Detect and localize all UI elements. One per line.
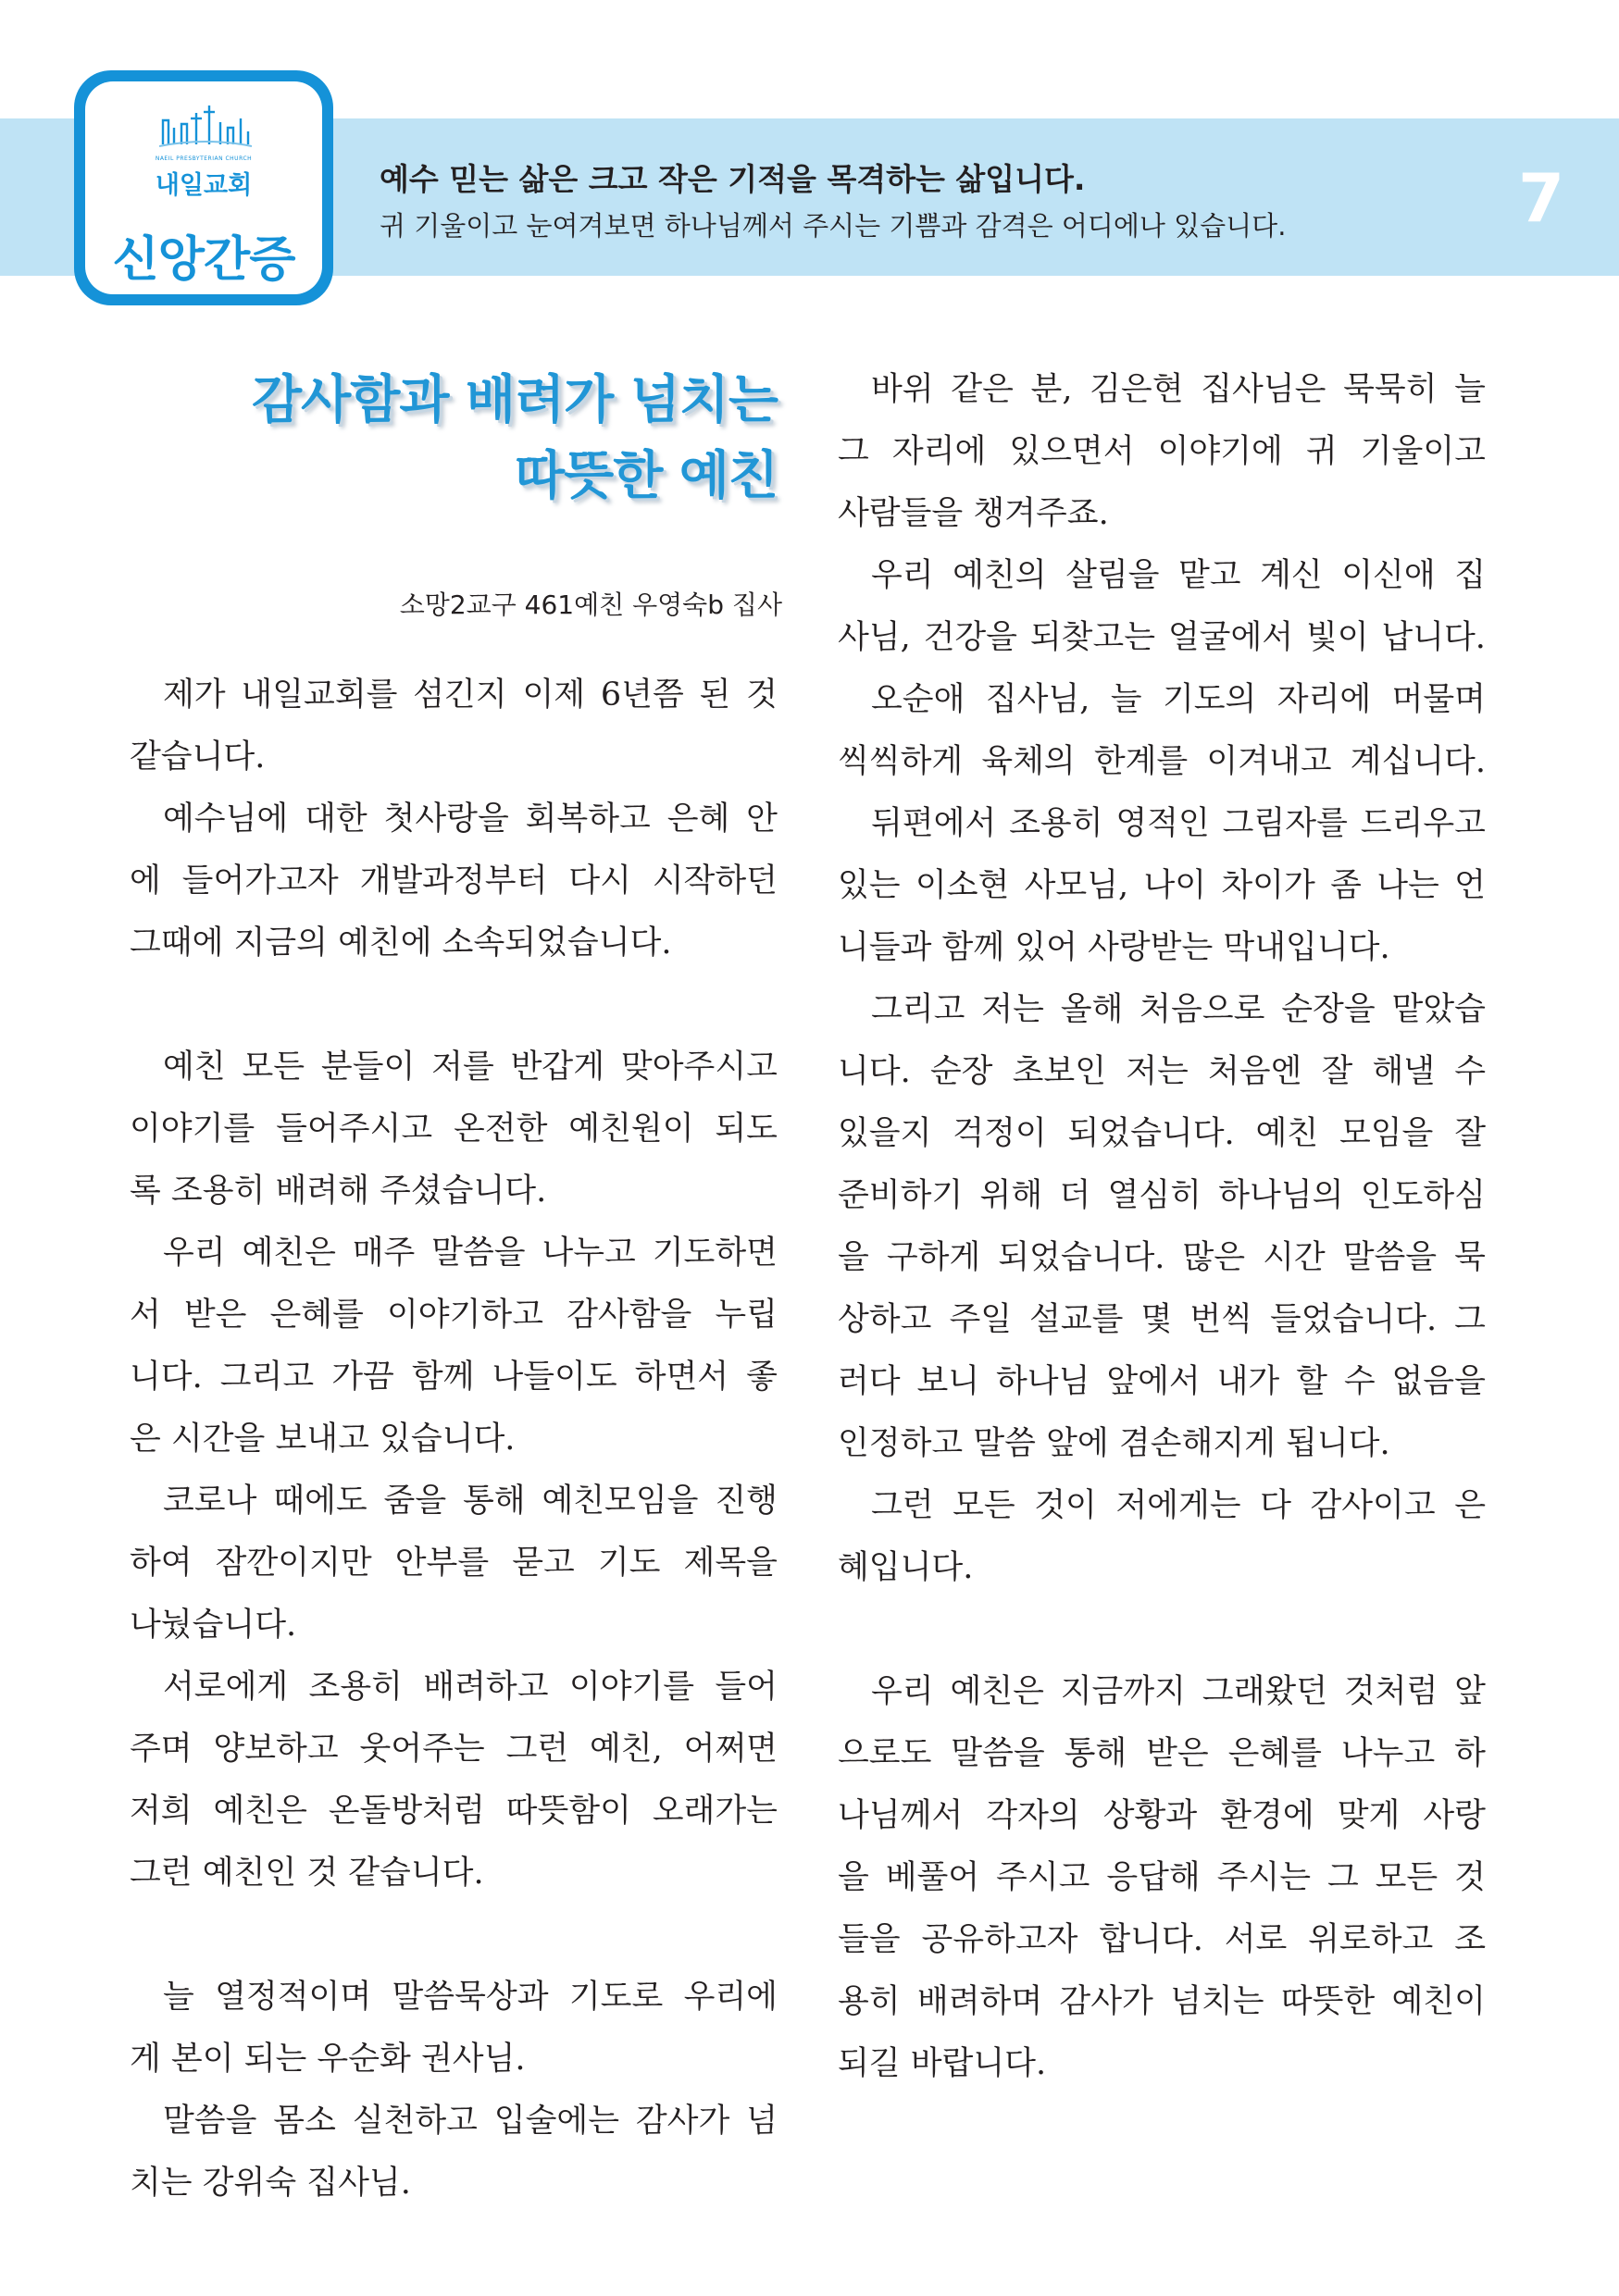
logo-inner [85, 81, 322, 294]
text-line: 그때에 지금의 예친에 소속되었습니다. [130, 925, 672, 962]
paragraph-gap [130, 974, 778, 1036]
paragraph-gap [130, 1905, 778, 1967]
text-line: 예수님에 대한 첫사랑을 회복하고 은혜 안 [163, 800, 778, 838]
text-line: 하여 잠깐이지만 안부를 묻고 기도 제목을 [130, 1545, 778, 1582]
text-line: 있을지 걱정이 되었습니다. 예친 모임을 잘 [838, 1115, 1486, 1152]
text-line: 게 본이 되는 우순화 권사님. [130, 2041, 526, 2078]
text-line: 들을 공유하고자 합니다. 서로 위로하고 조 [838, 1921, 1486, 1958]
article-byline: 소망2교구 461예친 우영숙b 집사 [399, 590, 782, 620]
page-number: 7 [1518, 159, 1565, 237]
logo-church-name: 내일교회 [155, 171, 253, 200]
text-line: 우리 예친은 매주 말씀을 나누고 기도하면 [163, 1235, 778, 1272]
left-text-column [130, 664, 778, 2215]
text-line: 그 자리에 있으면서 이야기에 귀 기울이고 [838, 433, 1486, 470]
text-line: 혜입니다. [838, 1549, 974, 1586]
text-line: 니다. 순장 초보인 저는 처음엔 잘 해낼 수 [838, 1053, 1486, 1090]
text-line: 그런 예친인 것 같습니다. [130, 1855, 484, 1892]
text-line: 러다 보니 하나님 앞에서 내가 할 수 없음을 [838, 1363, 1486, 1400]
logo-english-name: NAEIL PRESBYTERIAN CHURCH [155, 155, 253, 162]
text-line: 그런 모든 것이 저에게는 다 감사이고 은 [871, 1487, 1486, 1524]
text-line: 오순애 집사님, 늘 기도의 자리에 머물며 [871, 681, 1486, 718]
text-line: 니다. 그리고 가끔 함께 나들이도 하면서 좋 [130, 1359, 778, 1396]
text-line: 뒤편에서 조용히 영적인 그림자를 드리우고 [871, 805, 1486, 842]
text-line: 니들과 함께 있어 사랑받는 막내입니다. [838, 929, 1390, 966]
header-headline: 예수 믿는 삶은 크고 작은 기적을 목격하는 삶입니다. [380, 161, 1086, 197]
text-line: 록 조용히 배려해 주셨습니다. [130, 1173, 547, 1210]
text-line: 용히 배려하며 감사가 넘치는 따뜻한 예친이 [838, 1983, 1486, 2020]
text-line: 씩씩하게 육체의 한계를 이겨내고 계십니다. [838, 743, 1486, 780]
text-line: 서로에게 조용히 배려하고 이야기를 들어 [163, 1669, 778, 1706]
text-line: 을 구하게 되었습니다. 많은 시간 말씀을 묵 [838, 1239, 1486, 1276]
text-line: 제가 내일교회를 섬긴지 이제 6년쯤 된 것 [163, 676, 778, 714]
article-title-line-1: 감사함과 배려가 넘치는 [252, 370, 778, 430]
text-line: 그리고 저는 올해 처음으로 순장을 맡았습 [871, 991, 1486, 1028]
section-title: 신앙간증 [112, 232, 295, 288]
paragraph-gap [838, 1599, 1486, 1661]
text-line: 바위 같은 분, 김은현 집사님은 묵묵히 늘 [871, 371, 1486, 408]
header-subline: 귀 기울이고 눈여겨보면 하나님께서 주시는 기쁨과 감격은 어디에나 있습니다. [380, 210, 1287, 242]
text-line: 인정하고 말씀 앞에 겸손해지게 됩니다. [838, 1425, 1390, 1462]
text-line: 나눴습니다. [130, 1607, 297, 1644]
text-line: 은 시간을 보내고 있습니다. [130, 1421, 516, 1458]
text-line: 사람들을 챙겨주죠. [838, 495, 1109, 532]
text-line: 되길 바랍니다. [838, 2045, 1047, 2082]
text-line: 예친 모든 분들이 저를 반갑게 맞아주시고 [163, 1049, 778, 1086]
text-line: 주며 양보하고 웃어주는 그런 예친, 어쩌면 [130, 1731, 778, 1768]
text-line: 있는 이소현 사모님, 나이 차이가 좀 나는 언 [838, 867, 1486, 904]
text-line: 늘 열정적이며 말씀묵상과 기도로 우리에 [163, 1979, 778, 2016]
article-title-line-2: 따뜻한 예친 [515, 446, 778, 506]
text-line: 상하고 주일 설교를 몇 번씩 들었습니다. 그 [838, 1301, 1486, 1338]
church-skyline-icon [159, 100, 252, 148]
text-line: 서 받은 은혜를 이야기하고 감사함을 누립 [130, 1297, 778, 1334]
text-line: 저희 예친은 온돌방처럼 따뜻함이 오래가는 [130, 1793, 778, 1830]
text-line: 준비하기 위해 더 열심히 하나님의 인도하심 [838, 1177, 1486, 1214]
text-line: 으로도 말씀을 통해 받은 은혜를 나누고 하 [838, 1735, 1486, 1772]
text-line: 이야기를 들어주시고 온전한 예친원이 되도 [130, 1111, 778, 1148]
section-logo [74, 70, 333, 305]
article-title [130, 363, 778, 515]
text-line: 말씀을 몸소 실천하고 입술에는 감사가 넘 [163, 2103, 778, 2140]
right-text-column [838, 359, 1486, 2095]
text-line: 을 베풀어 주시고 응답해 주시는 그 모든 것 [838, 1859, 1486, 1896]
text-line: 우리 예친은 지금까지 그래왔던 것처럼 앞 [871, 1673, 1486, 1710]
text-line: 같습니다. [130, 738, 266, 776]
text-line: 우리 예친의 살림을 맡고 계신 이신애 집 [871, 557, 1486, 594]
text-line: 치는 강위숙 집사님. [130, 2165, 411, 2202]
text-line: 코로나 때에도 줌을 통해 예친모임을 진행 [163, 1483, 778, 1520]
text-line: 나님께서 각자의 상황과 환경에 맞게 사랑 [838, 1797, 1486, 1834]
text-line: 에 들어가고자 개발과정부터 다시 시작하던 [130, 863, 778, 900]
text-line: 사님, 건강을 되찾고는 얼굴에서 빛이 납니다. [838, 619, 1486, 656]
